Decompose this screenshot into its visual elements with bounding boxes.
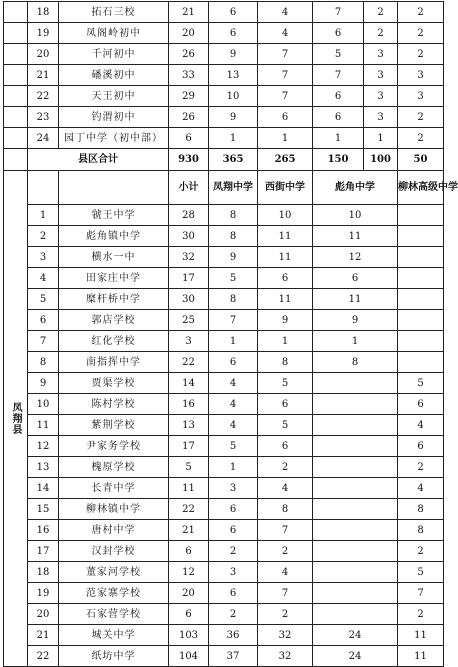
- row-total: 6: [169, 128, 209, 149]
- value-xijie: 2: [258, 604, 313, 625]
- value-biaojiao: [313, 415, 398, 436]
- value-liulin: 11: [398, 625, 444, 646]
- value-biaojiao: [313, 373, 398, 394]
- row-number: 16: [28, 520, 59, 541]
- table-row: [4, 289, 444, 310]
- row-number: 10: [28, 394, 59, 415]
- district-total-c2: 265: [258, 149, 313, 171]
- header-blank-school: [59, 171, 169, 205]
- blank-cell: [4, 23, 28, 44]
- value-fengxiang: 4: [209, 415, 258, 436]
- school-name: 钓渭初中: [59, 107, 169, 128]
- table-row: [4, 86, 444, 107]
- value-c3: 7: [313, 2, 364, 23]
- row-number: 18: [28, 562, 59, 583]
- row-total: 6: [169, 541, 209, 562]
- row-total: 22: [169, 499, 209, 520]
- value-liulin: [398, 289, 444, 310]
- school-name: 槐原学校: [59, 457, 169, 478]
- row-total: 20: [169, 23, 209, 44]
- school-name: 田家庄中学: [59, 268, 169, 289]
- row-total: 12: [169, 562, 209, 583]
- table-row: [4, 415, 444, 436]
- value-c4: 3: [364, 107, 398, 128]
- value-c1: 6: [209, 23, 258, 44]
- value-c1: 1: [209, 128, 258, 149]
- value-c3: 6: [313, 23, 364, 44]
- value-liulin: 6: [398, 436, 444, 457]
- school-name: 横水一中: [59, 247, 169, 268]
- table-row: [4, 226, 444, 247]
- row-number: 19: [28, 583, 59, 604]
- row-total: 13: [169, 415, 209, 436]
- value-fengxiang: 36: [209, 625, 258, 646]
- school-name: 唐村中学: [59, 520, 169, 541]
- value-fengxiang: 2: [209, 541, 258, 562]
- value-c3: 6: [313, 107, 364, 128]
- row-number: 3: [28, 247, 59, 268]
- row-total: 21: [169, 520, 209, 541]
- row-number: 20: [28, 44, 59, 65]
- value-liulin: 5: [398, 562, 444, 583]
- value-xijie: 7: [258, 583, 313, 604]
- row-number: 15: [28, 499, 59, 520]
- table-row: [4, 541, 444, 562]
- row-total: 104: [169, 646, 209, 667]
- value-c3: 6: [313, 86, 364, 107]
- row-number: 14: [28, 478, 59, 499]
- row-number: 2: [28, 226, 59, 247]
- allocation-table: [3, 1, 458, 667]
- value-biaojiao: [313, 562, 398, 583]
- value-xijie: 9: [258, 310, 313, 331]
- table-row: [4, 128, 444, 149]
- blank-cell: [4, 44, 28, 65]
- row-number: 21: [28, 625, 59, 646]
- value-xijie: 10: [258, 205, 313, 226]
- value-c1: 10: [209, 86, 258, 107]
- row-total: 25: [169, 310, 209, 331]
- table-row: [4, 65, 444, 86]
- value-biaojiao: [313, 499, 398, 520]
- table-row: [4, 44, 444, 65]
- table-row: [4, 520, 444, 541]
- row-number: 6: [28, 310, 59, 331]
- value-c4: 3: [364, 44, 398, 65]
- school-name: 磻溪初中: [59, 65, 169, 86]
- header-blank-no: [28, 171, 59, 205]
- value-c1: 9: [209, 107, 258, 128]
- value-c2: 4: [258, 2, 313, 23]
- row-number: 20: [28, 604, 59, 625]
- table-row: [4, 247, 444, 268]
- value-fengxiang: 1: [209, 331, 258, 352]
- value-biaojiao: [313, 457, 398, 478]
- value-fengxiang: 3: [209, 562, 258, 583]
- school-name: 紫荆学校: [59, 415, 169, 436]
- value-biaojiao: 1: [313, 331, 398, 352]
- blank-cell: [4, 107, 28, 128]
- district-total-label: 县区合计: [28, 149, 169, 171]
- value-c4: 2: [364, 2, 398, 23]
- value-fengxiang: 5: [209, 268, 258, 289]
- top-section: [4, 2, 444, 149]
- table-row: [4, 583, 444, 604]
- district-total-c4: 100: [364, 149, 398, 171]
- row-total: 32: [169, 247, 209, 268]
- table-row: [4, 625, 444, 646]
- value-liulin: 7: [398, 583, 444, 604]
- school-name: 彪角镇中学: [59, 226, 169, 247]
- row-total: 30: [169, 226, 209, 247]
- value-c2: 7: [258, 86, 313, 107]
- school-name: 糜杆桥中学: [59, 289, 169, 310]
- value-fengxiang: 6: [209, 352, 258, 373]
- value-liulin: 4: [398, 478, 444, 499]
- value-c1: 6: [209, 2, 258, 23]
- value-c2: 7: [258, 65, 313, 86]
- value-liulin: [398, 247, 444, 268]
- value-biaojiao: [313, 520, 398, 541]
- table-row: [4, 268, 444, 289]
- value-fengxiang: 8: [209, 226, 258, 247]
- blank-cell: [4, 2, 28, 23]
- value-xijie: 5: [258, 415, 313, 436]
- value-c2: 4: [258, 23, 313, 44]
- value-biaojiao: 12: [313, 247, 398, 268]
- table-row: [4, 107, 444, 128]
- row-total: 103: [169, 625, 209, 646]
- header-xijie-school: 西街中学: [258, 171, 313, 205]
- value-xijie: 8: [258, 499, 313, 520]
- value-liulin: 4: [398, 415, 444, 436]
- value-biaojiao: [313, 478, 398, 499]
- table-row: [4, 478, 444, 499]
- blank-cell: [4, 65, 28, 86]
- value-fengxiang: 37: [209, 646, 258, 667]
- value-c2: 7: [258, 44, 313, 65]
- value-biaojiao: [313, 604, 398, 625]
- row-number: 22: [28, 646, 59, 667]
- value-xijie: 6: [258, 268, 313, 289]
- county-label: 凤翔县: [4, 171, 28, 667]
- value-xijie: 11: [258, 226, 313, 247]
- value-fengxiang: 4: [209, 373, 258, 394]
- value-liulin: 11: [398, 646, 444, 667]
- school-name: 园丁中学（初中部）: [59, 128, 169, 149]
- row-total: 33: [169, 65, 209, 86]
- value-biaojiao: 6: [313, 268, 398, 289]
- table-row: [4, 310, 444, 331]
- district-total-c1: 365: [209, 149, 258, 171]
- value-liulin: 6: [398, 394, 444, 415]
- school-name: 柳林镇中学: [59, 499, 169, 520]
- value-c2: 1: [258, 128, 313, 149]
- school-name: 尹家务学校: [59, 436, 169, 457]
- value-liulin: [398, 331, 444, 352]
- row-number: 21: [28, 65, 59, 86]
- value-liulin: [398, 268, 444, 289]
- value-biaojiao: 24: [313, 625, 398, 646]
- table-row: [4, 562, 444, 583]
- value-xijie: 6: [258, 436, 313, 457]
- table-row: [4, 2, 444, 23]
- row-total: 6: [169, 604, 209, 625]
- row-number: 19: [28, 23, 59, 44]
- row-number: 24: [28, 128, 59, 149]
- school-name: 城关中学: [59, 625, 169, 646]
- school-name: 贾渠学校: [59, 373, 169, 394]
- value-c5: 2: [398, 107, 444, 128]
- row-total: 20: [169, 583, 209, 604]
- district-total-c3: 150: [313, 149, 364, 171]
- row-total: 26: [169, 44, 209, 65]
- table-row: [4, 646, 444, 667]
- value-liulin: 8: [398, 499, 444, 520]
- school-name: 凤阁岭初中: [59, 23, 169, 44]
- row-total: 5: [169, 457, 209, 478]
- row-total: 11: [169, 478, 209, 499]
- row-number: 18: [28, 2, 59, 23]
- value-fengxiang: 6: [209, 520, 258, 541]
- value-liulin: 2: [398, 604, 444, 625]
- value-biaojiao: 9: [313, 310, 398, 331]
- district-total-c5: 50: [398, 149, 444, 171]
- row-number: 13: [28, 457, 59, 478]
- value-xijie: 2: [258, 541, 313, 562]
- header-total: 小计: [169, 171, 209, 205]
- fengxiang-header-row: [4, 171, 444, 205]
- blank-cell: [4, 149, 28, 171]
- value-fengxiang: 2: [209, 604, 258, 625]
- value-c5: 3: [398, 65, 444, 86]
- row-number: 22: [28, 86, 59, 107]
- value-c5: 2: [398, 128, 444, 149]
- row-total: 29: [169, 86, 209, 107]
- school-name: 陈村学校: [59, 394, 169, 415]
- row-number: 5: [28, 289, 59, 310]
- value-xijie: 1: [258, 331, 313, 352]
- value-fengxiang: 7: [209, 310, 258, 331]
- school-name: 虢王中学: [59, 205, 169, 226]
- value-biaojiao: [313, 583, 398, 604]
- value-c5: 3: [398, 86, 444, 107]
- value-fengxiang: 9: [209, 247, 258, 268]
- school-name: 长青中学: [59, 478, 169, 499]
- row-number: 8: [28, 352, 59, 373]
- school-name: 石家营学校: [59, 604, 169, 625]
- row-number: 9: [28, 373, 59, 394]
- school-name: 红化学校: [59, 331, 169, 352]
- row-number: 7: [28, 331, 59, 352]
- value-biaojiao: 8: [313, 352, 398, 373]
- row-total: 3: [169, 331, 209, 352]
- value-biaojiao: 10: [313, 205, 398, 226]
- value-c2: 6: [258, 107, 313, 128]
- value-fengxiang: 5: [209, 436, 258, 457]
- value-fengxiang: 6: [209, 583, 258, 604]
- school-name: 南指挥中学: [59, 352, 169, 373]
- table-row: [4, 331, 444, 352]
- value-fengxiang: 8: [209, 205, 258, 226]
- district-total-row: [4, 149, 444, 171]
- value-liulin: 2: [398, 541, 444, 562]
- value-c4: 3: [364, 65, 398, 86]
- table-row: [4, 205, 444, 226]
- value-c4: 3: [364, 86, 398, 107]
- value-biaojiao: 24: [313, 646, 398, 667]
- school-name: 千河初中: [59, 44, 169, 65]
- value-c3: 5: [313, 44, 364, 65]
- row-number: 17: [28, 541, 59, 562]
- row-number: 11: [28, 415, 59, 436]
- table-row: [4, 394, 444, 415]
- value-liulin: 5: [398, 373, 444, 394]
- value-liulin: [398, 205, 444, 226]
- value-fengxiang: 3: [209, 478, 258, 499]
- row-total: 14: [169, 373, 209, 394]
- value-biaojiao: 11: [313, 226, 398, 247]
- table-row: [4, 352, 444, 373]
- value-xijie: 11: [258, 289, 313, 310]
- table-row: [4, 499, 444, 520]
- school-name: 董家河学校: [59, 562, 169, 583]
- header-liulin-school: 柳林高级中学: [398, 171, 444, 205]
- school-name: 汉封学校: [59, 541, 169, 562]
- value-liulin: 2: [398, 457, 444, 478]
- value-liulin: 8: [398, 520, 444, 541]
- school-name: 拓石三校: [59, 2, 169, 23]
- header-fengxiang-school: 凤翔中学: [209, 171, 258, 205]
- table-row: [4, 436, 444, 457]
- blank-cell: [4, 86, 28, 107]
- table-row: [4, 23, 444, 44]
- value-fengxiang: 4: [209, 394, 258, 415]
- school-name: 天王初中: [59, 86, 169, 107]
- school-name: 郭店学校: [59, 310, 169, 331]
- row-total: 16: [169, 394, 209, 415]
- row-total: 26: [169, 107, 209, 128]
- row-number: 12: [28, 436, 59, 457]
- value-c3: 1: [313, 128, 364, 149]
- header-biaojiao-school: 彪角中学: [313, 171, 398, 205]
- value-fengxiang: 6: [209, 499, 258, 520]
- value-biaojiao: [313, 541, 398, 562]
- value-xijie: 32: [258, 625, 313, 646]
- table-row: [4, 457, 444, 478]
- table-row: [4, 604, 444, 625]
- row-total: 30: [169, 289, 209, 310]
- fengxiang-section: [4, 171, 458, 667]
- row-number: 1: [28, 205, 59, 226]
- value-xijie: 4: [258, 478, 313, 499]
- district-total-sum: 930: [169, 149, 209, 171]
- value-fengxiang: 8: [209, 289, 258, 310]
- value-liulin: [398, 352, 444, 373]
- value-liulin: [398, 226, 444, 247]
- value-xijie: 11: [258, 247, 313, 268]
- school-name: 纸坊中学: [59, 646, 169, 667]
- value-biaojiao: [313, 436, 398, 457]
- row-total: 21: [169, 2, 209, 23]
- value-c5: 2: [398, 44, 444, 65]
- row-number: 4: [28, 268, 59, 289]
- row-total: 22: [169, 352, 209, 373]
- value-biaojiao: 11: [313, 289, 398, 310]
- value-c1: 9: [209, 44, 258, 65]
- value-xijie: 8: [258, 352, 313, 373]
- value-c4: 2: [364, 23, 398, 44]
- value-c5: 2: [398, 23, 444, 44]
- value-fengxiang: 1: [209, 457, 258, 478]
- row-total: 28: [169, 205, 209, 226]
- value-xijie: 32: [258, 646, 313, 667]
- value-liulin: [398, 310, 444, 331]
- value-biaojiao: [313, 394, 398, 415]
- table-row: [4, 373, 444, 394]
- blank-cell: [4, 128, 28, 149]
- row-total: 17: [169, 436, 209, 457]
- value-c4: 1: [364, 128, 398, 149]
- value-c5: 2: [398, 2, 444, 23]
- row-total: 17: [169, 268, 209, 289]
- value-c3: 7: [313, 65, 364, 86]
- value-xijie: 6: [258, 394, 313, 415]
- value-c1: 13: [209, 65, 258, 86]
- school-name: 范家寨学校: [59, 583, 169, 604]
- value-xijie: 5: [258, 373, 313, 394]
- value-xijie: 4: [258, 562, 313, 583]
- value-xijie: 2: [258, 457, 313, 478]
- value-xijie: 7: [258, 520, 313, 541]
- row-number: 23: [28, 107, 59, 128]
- district-total-section: [4, 149, 444, 171]
